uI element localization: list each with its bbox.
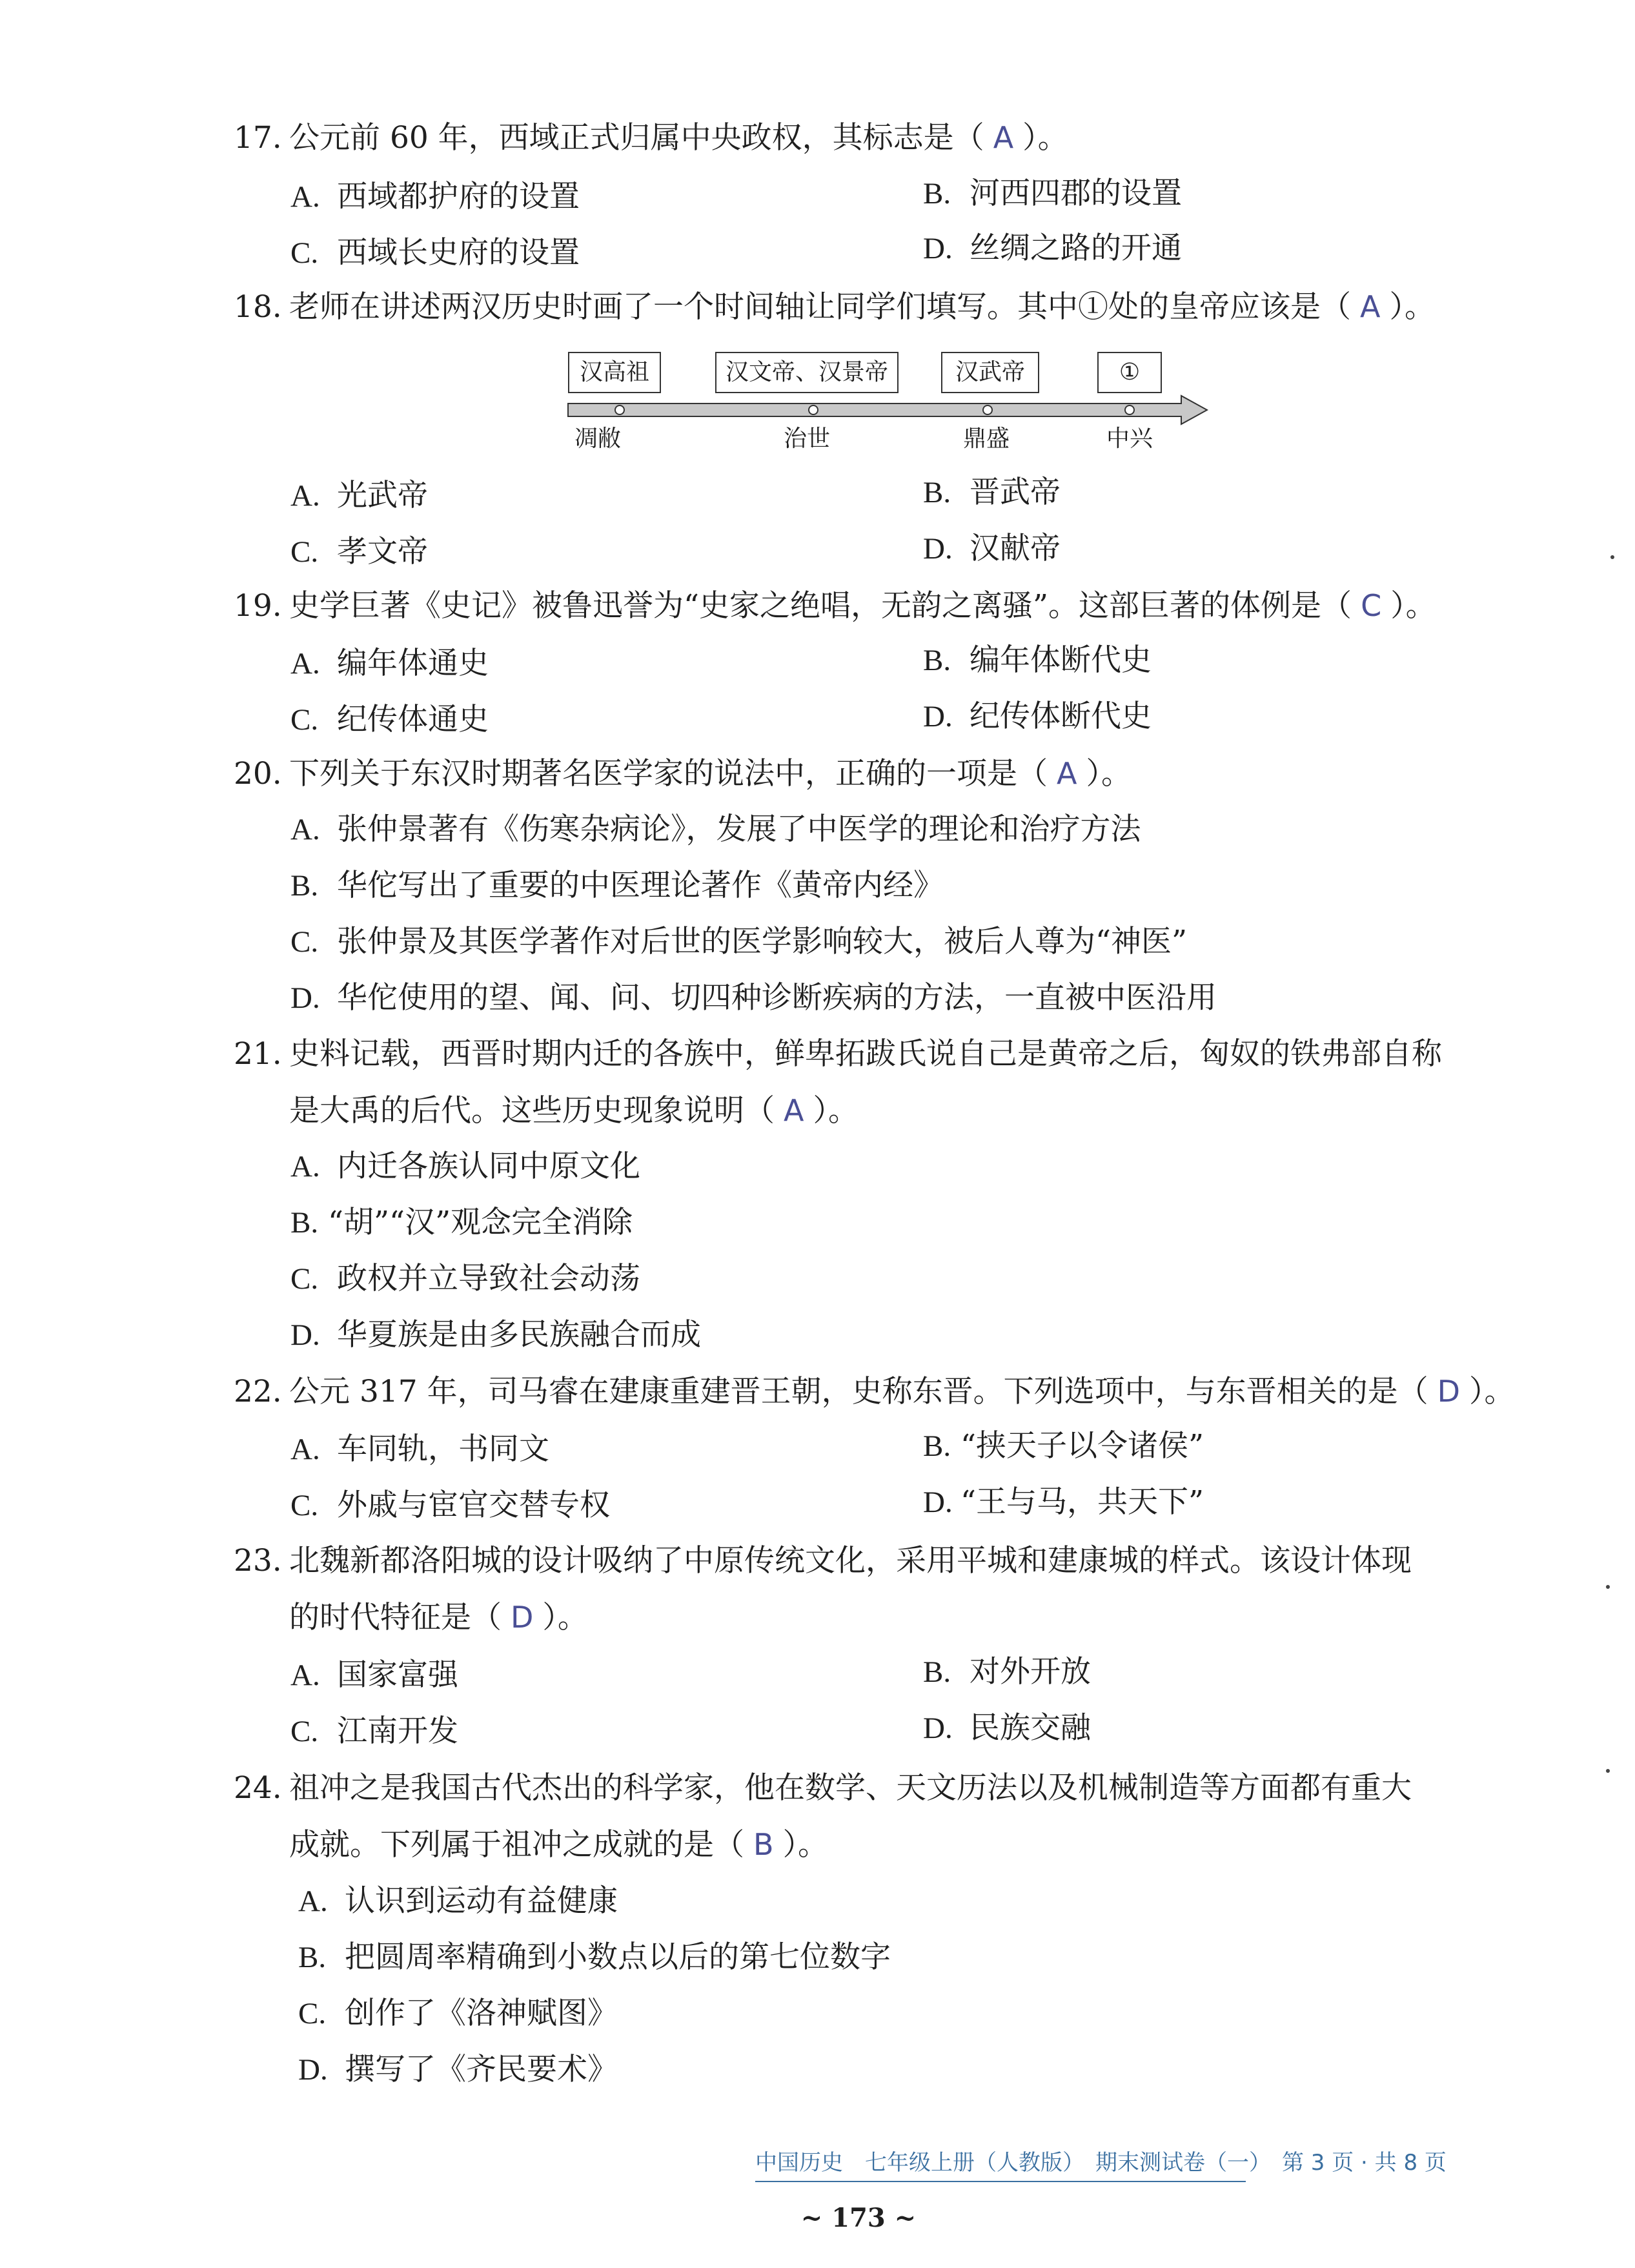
option-c: C. 外戚与宦官交替专权 bbox=[290, 1487, 610, 1523]
option-d: D. 撰写了《齐民要术》 bbox=[298, 2052, 618, 2087]
question-18 bbox=[234, 287, 1435, 327]
question-19 bbox=[234, 586, 1436, 626]
option-d: D. “王与马，共天下” bbox=[923, 1484, 1204, 1520]
option-c: C. 张仲景及其医学著作对后世的医学影响较大，被后人尊为“神医” bbox=[290, 924, 1188, 959]
answer-mark: D bbox=[511, 1600, 534, 1635]
answer-mark: C bbox=[1361, 588, 1382, 623]
question-23-line-2 bbox=[234, 1598, 588, 1637]
question-stem-end: ）。 bbox=[542, 1600, 588, 1635]
page-footer: 中国历史 七年级上册（人教版） 期末测试卷（一） 第 3 页 · 共 8 页 bbox=[755, 2150, 1447, 2176]
timeline-label-2: 治世 bbox=[784, 425, 831, 452]
option-a: A. 车同轨，书同文 bbox=[290, 1431, 549, 1467]
question-21-line-2 bbox=[234, 1091, 858, 1130]
option-a: A. 国家富强 bbox=[290, 1657, 458, 1693]
option-b: B. 对外开放 bbox=[923, 1654, 1091, 1690]
answer-mark: A bbox=[1360, 289, 1381, 324]
question-24-line-2 bbox=[234, 1825, 828, 1864]
option-c: C. 江南开发 bbox=[290, 1713, 458, 1749]
timeline-diagram bbox=[562, 345, 1214, 462]
question-stem: 祖冲之是我国古代杰出的科学家，他在数学、天文历法以及机械制造等方面都有重大 bbox=[289, 1770, 1412, 1806]
footer-divider bbox=[755, 2181, 1246, 2182]
question-stem: 北魏新都洛阳城的设计吸纳了中原传统文化，采用平城和建康城的样式。该设计体现 bbox=[289, 1543, 1412, 1578]
timeline-box-3: 汉武帝 bbox=[941, 352, 1039, 393]
question-stem: 成就。下列属于祖冲之成就的是（ bbox=[289, 1827, 744, 1863]
question-20 bbox=[234, 754, 1132, 793]
option-a: A. 认识到运动有益健康 bbox=[298, 1883, 618, 1919]
answer-mark: A bbox=[993, 120, 1014, 155]
option-b: B. 编年体断代史 bbox=[923, 642, 1152, 678]
option-d: D. 华夏族是由多民族融合而成 bbox=[290, 1317, 701, 1353]
option-a: A. 张仲景著有《伤寒杂病论》，发展了中医学的理论和治疗方法 bbox=[290, 812, 1141, 847]
question-stem-end: ）。 bbox=[813, 1093, 858, 1129]
option-a: A. 光武帝 bbox=[290, 478, 428, 513]
question-number: 22. bbox=[234, 1374, 282, 1409]
option-a: A. 内迁各族认同中原文化 bbox=[290, 1149, 640, 1184]
option-d: D. 汉献帝 bbox=[923, 531, 1061, 566]
question-stem: 史学巨著《史记》被鲁迅誉为“史家之绝唱，无韵之离骚”。这部巨著的体例是（ bbox=[289, 588, 1352, 624]
answer-mark: B bbox=[753, 1827, 774, 1862]
question-stem-end: ）。 bbox=[1022, 120, 1068, 156]
answer-mark: A bbox=[1057, 756, 1077, 791]
timeline-node bbox=[615, 405, 624, 414]
question-21 bbox=[234, 1035, 1442, 1074]
timeline-label-4: 中兴 bbox=[1106, 425, 1153, 452]
option-b: B. 河西四郡的设置 bbox=[923, 176, 1182, 211]
scan-speck bbox=[1606, 1769, 1610, 1773]
answer-mark: D bbox=[1437, 1374, 1461, 1409]
question-stem: 是大禹的后代。这些历史现象说明（ bbox=[289, 1093, 775, 1129]
option-c: C. 纪传体通史 bbox=[290, 702, 489, 737]
timeline-label-1: 凋敝 bbox=[574, 425, 622, 452]
question-number: 17. bbox=[234, 120, 282, 156]
option-b: B. 华佗写出了重要的中医理论著作《黄帝内经》 bbox=[290, 868, 944, 903]
option-b: B. “挟天子以令诸侯” bbox=[923, 1428, 1204, 1464]
question-stem-end: ）。 bbox=[1469, 1374, 1515, 1409]
option-c: C. 政权并立导致社会动荡 bbox=[290, 1261, 640, 1296]
timeline-box-1: 汉高祖 bbox=[568, 352, 661, 393]
scan-speck bbox=[1606, 1585, 1610, 1589]
question-24 bbox=[234, 1769, 1412, 1808]
question-22 bbox=[234, 1372, 1515, 1411]
timeline-label-3: 鼎盛 bbox=[963, 425, 1010, 452]
option-d: D. 华佗使用的望、闻、问、切四种诊断疾病的方法，一直被中医沿用 bbox=[290, 980, 1217, 1016]
question-stem-end: ）。 bbox=[1086, 756, 1132, 792]
option-d: D. 纪传体断代史 bbox=[923, 699, 1152, 734]
question-23 bbox=[234, 1542, 1412, 1580]
option-c: C. 西域长史府的设置 bbox=[290, 235, 580, 271]
question-stem: 史料记载，西晋时期内迁的各族中，鲜卑拓跋氏说自己是黄帝之后，匈奴的铁弗部自称 bbox=[289, 1036, 1442, 1072]
timeline-node bbox=[1125, 405, 1134, 414]
option-a: A. 西域都护府的设置 bbox=[290, 179, 580, 214]
option-c: C. 创作了《洛神赋图》 bbox=[298, 1996, 618, 2031]
timeline-box-2: 汉文帝、汉景帝 bbox=[715, 352, 899, 393]
question-number: 23. bbox=[234, 1543, 282, 1578]
question-17 bbox=[234, 118, 1068, 158]
option-a: A. 编年体通史 bbox=[290, 646, 489, 681]
option-d: D. 丝绸之路的开通 bbox=[923, 230, 1182, 266]
option-b: B. 把圆周率精确到小数点以后的第七位数字 bbox=[298, 1939, 891, 1975]
question-number: 19. bbox=[234, 588, 282, 624]
question-stem: 公元 317 年，司马睿在建康重建晋王朝，史称东晋。下列选项中，与东晋相关的是（ bbox=[289, 1374, 1428, 1409]
question-stem-end: ）。 bbox=[782, 1827, 829, 1863]
question-number: 20. bbox=[234, 756, 282, 792]
option-b: B. “胡”“汉”观念完全消除 bbox=[290, 1205, 633, 1240]
question-stem: 老师在讲述两汉历史时画了一个时间轴让同学们填写。其中①处的皇帝应该是（ bbox=[289, 289, 1351, 325]
scan-speck bbox=[1610, 555, 1614, 559]
option-d: D. 民族交融 bbox=[923, 1710, 1091, 1746]
answer-mark: A bbox=[784, 1093, 804, 1128]
timeline-node bbox=[809, 405, 818, 414]
timeline-box-4: ① bbox=[1097, 352, 1162, 393]
question-number: 18. bbox=[234, 289, 282, 325]
page-number: ~ 173 ~ bbox=[800, 2203, 917, 2233]
question-stem: 公元前 60 年，西域正式归属中央政权，其标志是（ bbox=[289, 120, 984, 156]
question-stem: 的时代特征是（ bbox=[289, 1600, 502, 1635]
question-number: 21. bbox=[234, 1036, 282, 1072]
option-b: B. 晋武帝 bbox=[923, 475, 1061, 510]
question-stem: 下列关于东汉时期著名医学家的说法中，正确的一项是（ bbox=[289, 756, 1048, 792]
question-number: 24. bbox=[234, 1770, 282, 1806]
option-c: C. 孝文帝 bbox=[290, 534, 428, 569]
question-stem-end: ）。 bbox=[1390, 588, 1436, 624]
timeline-node bbox=[983, 405, 992, 414]
question-stem-end: ）。 bbox=[1389, 289, 1435, 325]
